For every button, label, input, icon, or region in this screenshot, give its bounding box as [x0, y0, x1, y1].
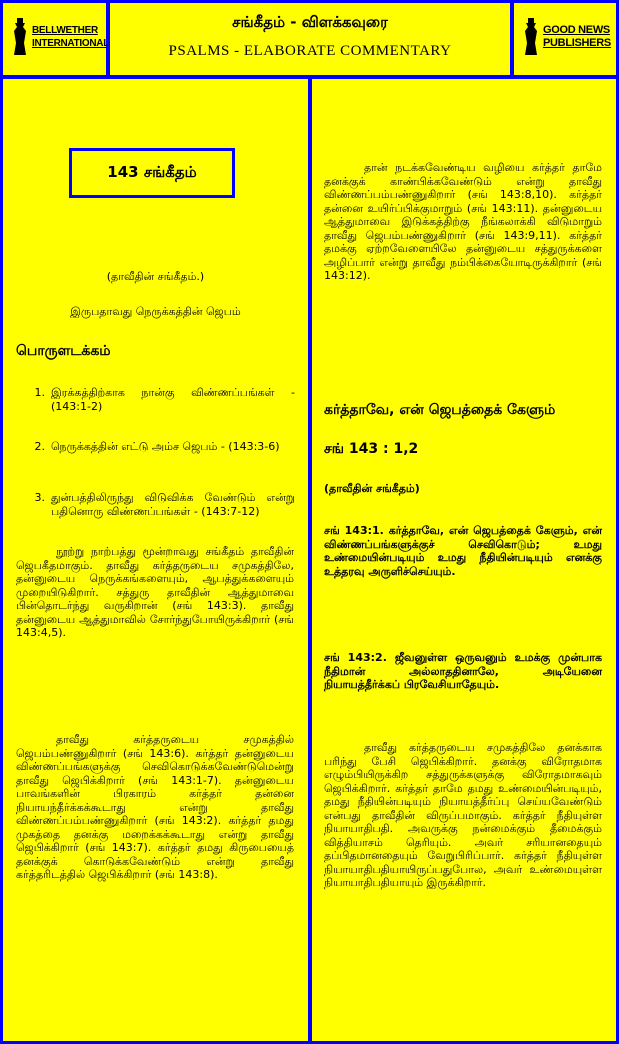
prayer-subtitle: இருபதாவது நெருக்கத்தின் ஜெபம்: [70, 305, 241, 318]
intro-paragraph-2-text: தாவீது கர்த்தருடைய சமுகத்தில் ஜெபம்பண்ணுகிறார் (சங் 143:6). கர்த்தர் தன்னுடைய விண்ணப்பங்களுக்கு செவிகொடுக்கவேண்டுமென்று தாவீது ஜெபிக்கிறார் (சங் 143:1-7). தன்னுடைய பாவங்களின் பிரகாரம் கர்த்தர் தன்னை நியாயந்தீர்க்கக்கூடாது என்று தாவீது விண்ணப்பம்பண்ணுகிறார் (சங் 143:2). கர்த்தர் தமது முகத்தை தனக்கு மறைக்கக்கூடாது என்று தாவீது ஜெபிக்கிறார் (சங் 143:7). கர்த்தர் தமது கிருபையைத் தனக்குக் கொடுக்கவேண்டும் என்று தாவீது கர்த்தரிடத்தில் ஜெபிக்கிறார் (சங் 143:8).: [16, 733, 294, 881]
toc-text: இரக்கத்திற்காக நான்கு விண்ணப்பங்கள் - (143:1-2): [51, 386, 295, 413]
section-ascription: (தாவீதின் சங்கீதம்): [324, 482, 420, 495]
logo-line-2: PUBLISHERS: [543, 37, 611, 49]
right-paragraph-1-text: தான் நடக்கவேண்டிய வழியை கர்த்தர் தாமே தனக்குக் காண்பிக்கவேண்டும் என்று தாவீது விண்ணப்பம்பண்ணுகிறார் (சங் 143:8,10). கர்த்தர் தன்னை உயிர்ப்பிக்குமாறும் (சங் 143:11). தன்னுடைய ஆத்துமாவை இடுக்கத்திற்கு நீங்கலாக்கி விடுமாறும் தாவீது ஜெபம்பண்ணுகிறார் (சங் 143:9,11). கர்த்தர் தமக்கு ஏற்றவேளையிலே தன்னுடைய சத்துருக்களை அழிப்பார் என்று தாவீது நம்பிக்கையோடிருக்கிறார் (சங் 143:12).: [324, 161, 602, 282]
logo-line-1: GOOD NEWS: [543, 24, 610, 36]
page-title: சங்கீதம் - விளக்கவுரை: [232, 13, 388, 31]
toc-item: [31, 491, 295, 518]
good-news-figure-icon: [522, 17, 540, 57]
intro-paragraph-1: [3, 545, 308, 640]
right-paragraph-2-text: தாவீது கர்த்தருடைய சமுகத்திலே தனக்காக பரிந்து பேசி ஜெபிக்கிறார். தனக்கு விரோதமாக எழும்பியிருக்கிற சத்துருக்களுக்கு விரோதமாகவும் ஜெபிக்கிறார். கர்த்தர் தாமே தமது உண்மையின்படியும், தமது நீதியின்படியும் நியாயத்தீர்ப்பு செய்யவேண்டும் என்பது தாவீதின் விருப்பமாகும். கர்த்தர் நீதியுள்ள நியாயாதிபதி. அவருக்கு நன்மைக்கும் தீமைக்கும் வித்தியாசம் தெரியும். அவர் சரியானதையும் தப்பிதமானதையும் வேறுபிரிப்பார். கர்த்தர் நீதியுள்ள நியாயாதிபதியாயிருப்பதுபோல, அவர் உண்மையுள்ள நியாயாதிபதியாயும் இருக்கிறார்.: [324, 741, 602, 889]
section-title: கர்த்தாவே, என் ஜெபத்தைக் கேளும்: [324, 402, 556, 418]
bellwether-figure-icon: [11, 17, 29, 57]
toc-number: 2.: [34, 440, 45, 453]
bellwether-logo: [11, 17, 109, 57]
left-column: [3, 79, 308, 1041]
intro-paragraph-2: [3, 733, 308, 882]
right-paragraph-1: [312, 161, 616, 283]
header-right-logo-panel: [514, 3, 616, 75]
section-reference: சங் 143 : 1,2: [324, 441, 419, 457]
toc-item: [31, 440, 295, 454]
logo-line-1: BELLWETHER: [32, 25, 98, 36]
toc-text: துன்பத்திலிருந்து விடுவிக்க வேண்டும் என்று பதினொரு விண்ணப்பங்கள் - (143:7-12): [51, 491, 295, 518]
psalm-title: 143 சங்கீதம்: [107, 163, 197, 181]
psalm-title-box: [69, 148, 235, 198]
header-title-panel: [110, 3, 510, 75]
header-left-logo-panel: [3, 3, 110, 75]
intro-paragraph-1-text: நூற்று நாற்பத்து மூன்றாவது சங்கீதம் தாவீதின் ஜெபகீதமாகும். தாவீது கர்த்தருடைய சமுகத்திலே, தன்னுடைய நெருக்கங்களையும், ஆபத்துக்களையும் முறையிடுகிறார். சத்துரு தாவீதின் ஆத்துமாவை பின்தொடர்ந்து வருகிறான் (சங் 143:3). தாவீது தன்னுடைய ஆத்துமாவில் சோர்ந்துபோயிருக்கிறார் (சங் 143:4,5).: [16, 545, 294, 639]
logo-line-2: INTERNATIONAL: [32, 38, 110, 49]
right-paragraph-2: [312, 741, 616, 890]
toc-number: 3.: [34, 491, 45, 504]
toc-number: 1.: [34, 386, 45, 399]
toc-item: [31, 386, 295, 413]
page-subtitle: PSALMS - ELABORATE COMMENTARY: [168, 43, 452, 59]
good-news-logo: [522, 17, 611, 57]
toc-text: நெருக்கத்தின் எட்டு அம்ச ஜெபம் - (143:3-6): [51, 440, 280, 453]
verse-143-2: சங் 143:2. ஜீவனுள்ள ஒருவனும் உமக்கு முன்பாக நீதிமான் அல்லாததினாலே, அடியேனை நியாயத்தீர்க்கப் பிரவேசியாதேயும்.: [324, 651, 602, 691]
verse-143-1: சங் 143:1. கர்த்தாவே, என் ஜெபத்தைக் கேளும், என் விண்ணப்பங்களுக்குச் செவிகொடும்; உமது உண்மையின்படியும் உமது நீதியின்படியும் எனக்கு உத்தரவு அருளிச்செய்யும்.: [324, 524, 602, 578]
ascription: (தாவீதின் சங்கீதம்.): [106, 270, 205, 283]
toc-heading: பொருளடக்கம்: [16, 343, 111, 359]
right-column: [312, 79, 616, 1041]
